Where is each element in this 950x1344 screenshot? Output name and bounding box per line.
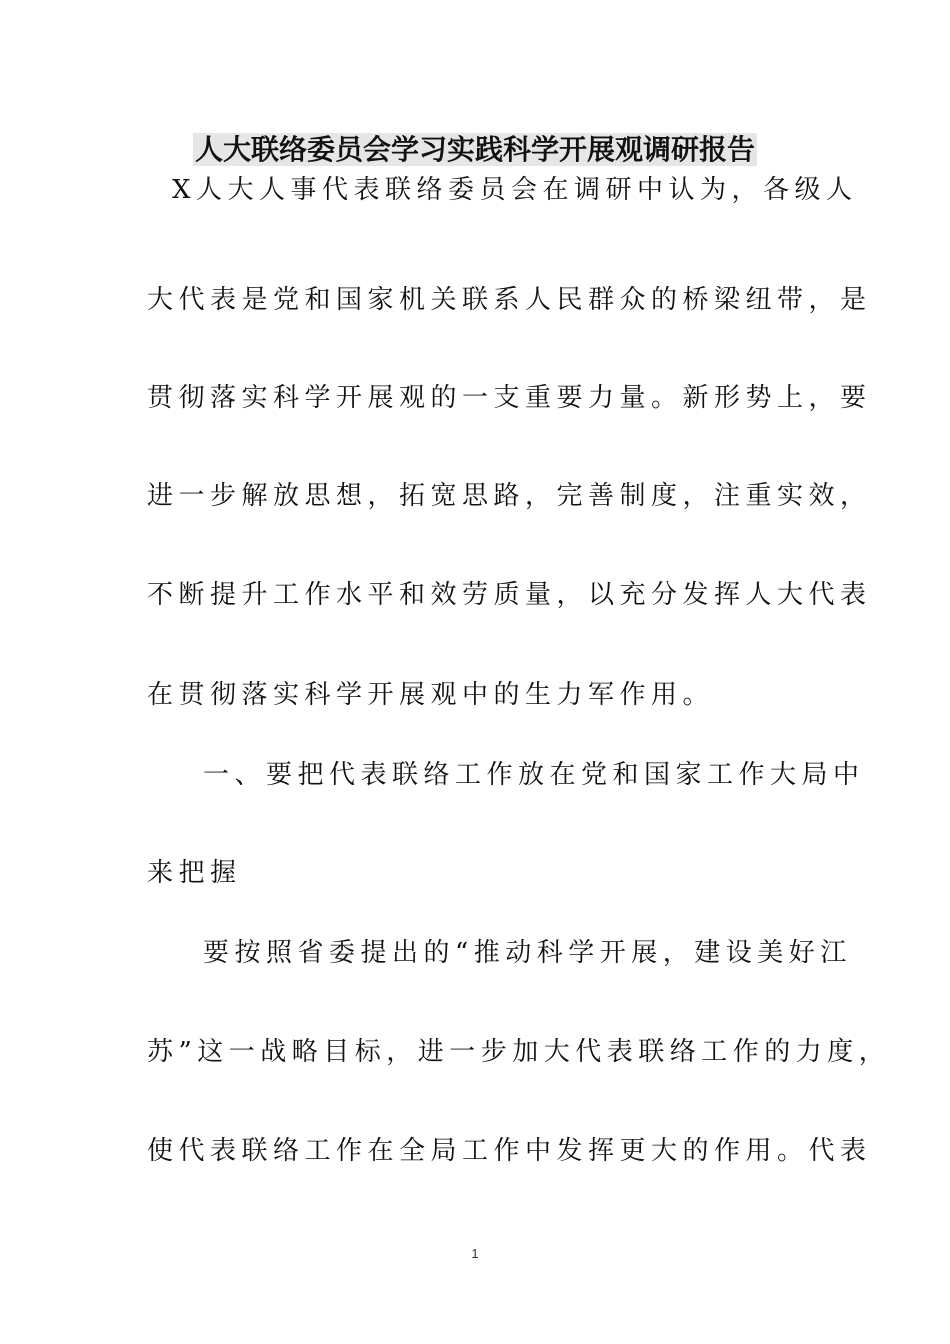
body-line-1: X人大人事代表联络委员会在调研中认为，各级人	[172, 175, 858, 205]
body-line-6: 在贯彻落实科学开展观中的生力军作用。	[147, 680, 715, 710]
section-heading-line-1: 一、要把代表联络工作放在党和国家工作大局中	[203, 760, 865, 790]
body-line-4: 进一步解放思想，拓宽思路，完善制度，注重实效，	[147, 481, 872, 511]
body-line-9: 使代表联络工作在全局工作中发挥更大的作用。代表	[147, 1136, 872, 1166]
document-title	[0, 130, 950, 170]
body-line-8: 苏”这一战略目标，进一步加大代表联络工作的力度，	[147, 1037, 891, 1067]
body-line-7: 要按照省委提出的“推动科学开展，建设美好江	[203, 938, 852, 968]
document-title-text: 人大联络委员会学习实践科学开展观调研报告	[194, 133, 755, 166]
body-line-3: 贯彻落实科学开展观的一支重要力量。新形势上，要	[147, 383, 872, 413]
section-heading-line-2: 来把握	[147, 858, 242, 888]
body-line-5: 不断提升工作水平和效劳质量，以充分发挥人大代表	[147, 580, 872, 610]
page-number: 1	[471, 1246, 479, 1261]
body-line-2: 大代表是党和国家机关联系人民群众的桥梁纽带，是	[147, 285, 872, 315]
